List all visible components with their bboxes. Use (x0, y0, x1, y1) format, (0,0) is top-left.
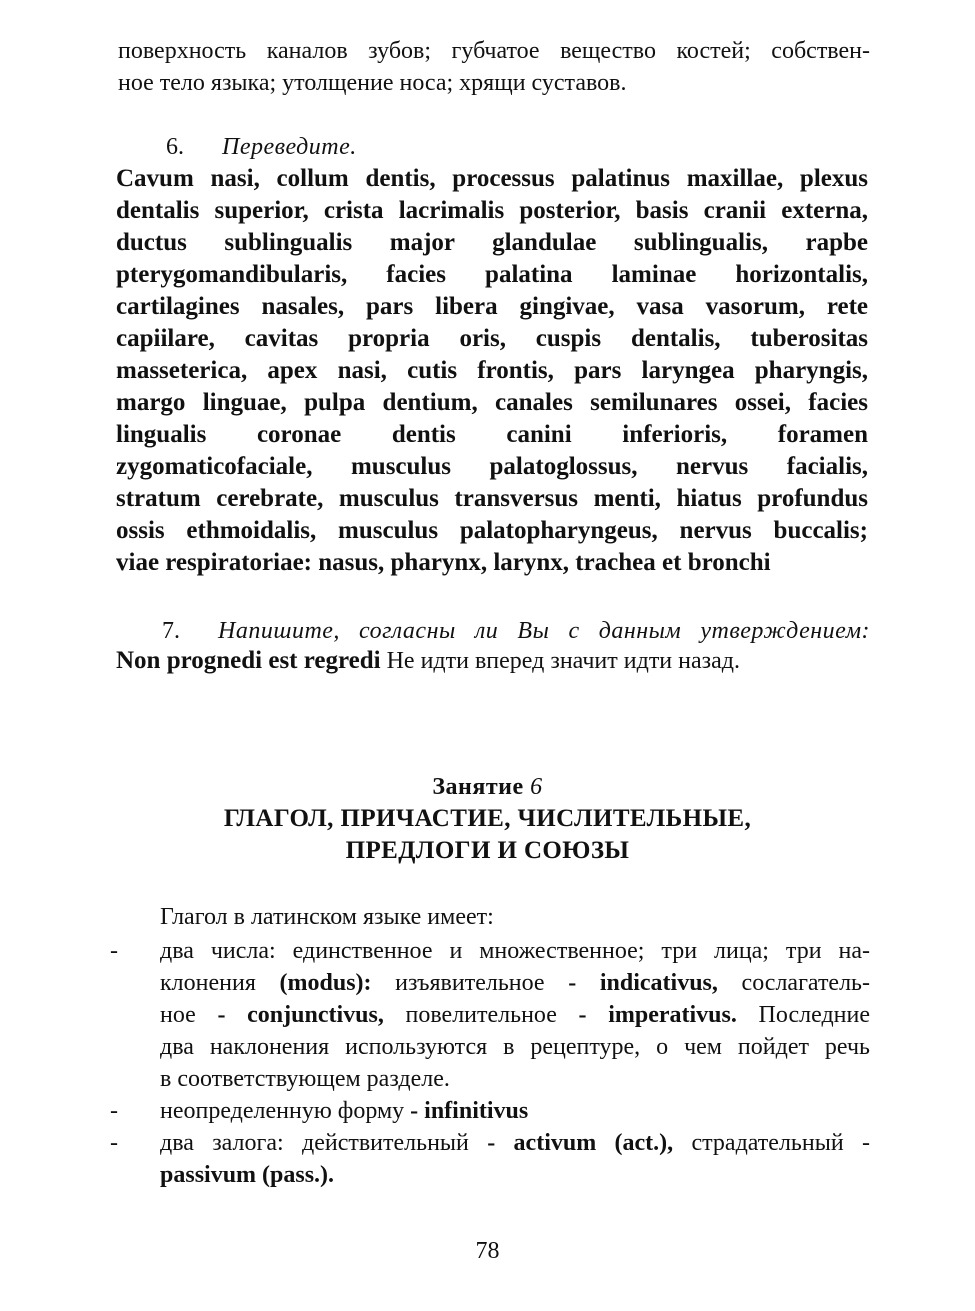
text-line: в соответствующем разделе. (160, 1066, 450, 1092)
latin-line: margo linguae, pulpa dentium, canales semilunares ossei, facies (116, 389, 868, 416)
latin-line: capiilare, cavitas propria oris, cuspis dentalis, tuberositas (116, 325, 868, 352)
verb-features-list (110, 935, 870, 1191)
text-line: клонения (modus): изъявительное - indicativus, сослагатель- (160, 970, 870, 996)
list-dash: - (110, 1098, 118, 1124)
latin-line: dentalis superior, crista lacrimalis posterior, basis cranii externa, (116, 197, 868, 224)
latin-line: stratum cerebrate, musculus transversus menti, hiatus profundus (116, 485, 868, 512)
text-line: ное - conjunctivus, повелительное - imperativus. Последние (160, 1002, 870, 1028)
intro-text: Глагол в латинском языке имеет: (160, 904, 494, 930)
list-item (110, 1127, 870, 1191)
exercise-title: Переведите. (222, 134, 357, 160)
latin-line: lingualis coronae dentis canini inferioris, foramen (116, 421, 868, 448)
paragraph-continued (118, 35, 870, 99)
lesson-heading (0, 771, 975, 867)
latin-terms-block (116, 163, 868, 579)
text-line: поверхность каналов зубов; губчатое вещество костей; собствен- (118, 38, 870, 64)
latin-line: pterygomandibularis, facies palatina laminae horizontalis, (116, 261, 868, 288)
latin-line: zygomaticofaciale, musculus palatoglossus, nervus facialis, (116, 453, 868, 480)
lesson-number: 6 (530, 774, 543, 800)
exercise-title: Напишите, согласны ли Вы с данным утверждением: (218, 618, 870, 644)
latin-line: ossis ethmoidalis, musculus palatopharyngeus, nervus buccalis; (116, 517, 868, 544)
lesson-label: Занятие (432, 774, 524, 800)
text-line: два залога: действительный - activum (act.), страдательный - (160, 1130, 870, 1156)
text-line: ное тело языка; утолщение носа; хрящи суставов. (118, 70, 627, 96)
exercise-7-heading (162, 615, 870, 647)
latin-proverb: Non prognedi est regredi (116, 647, 381, 674)
list-dash: - (110, 1130, 118, 1156)
text-line: два наклонения используются в рецептуре, о чем пойдет речь (160, 1034, 870, 1060)
list-dash: - (110, 938, 118, 964)
latin-line: ductus sublingualis major glandulae sublingualis, rapbe (116, 229, 868, 256)
text-line: неопределенную форму - infinitivus (160, 1098, 529, 1124)
exercise-number: 6. (166, 134, 184, 160)
exercise-6-heading (166, 131, 357, 163)
lesson-title-line2: ПРЕДЛОГИ И СОЮЗЫ (345, 837, 630, 864)
latin-line: masseterica, apex nasi, cutis frontis, pars laryngea pharyngis, (116, 357, 868, 384)
text-line: два числа: единственное и множественное; три лица; три на- (160, 938, 870, 964)
latin-line: cartilagines nasales, pars libera gingivae, vasa vasorum, rete (116, 293, 868, 320)
exercise-number: 7. (162, 618, 180, 644)
exercise-7-body (116, 645, 876, 677)
proverb-translation: Не идти вперед значит идти назад. (380, 648, 740, 674)
latin-line: viae respiratoriae: nasus, pharynx, larynx, trachea et bronchi (116, 549, 771, 576)
latin-line: Cavum nasi, collum dentis, processus palatinus maxillae, plexus (116, 165, 868, 192)
list-item (110, 1095, 870, 1127)
list-item (110, 935, 870, 1095)
lesson-title-line1: ГЛАГОЛ, ПРИЧАСТИЕ, ЧИСЛИТЕЛЬНЫЕ, (223, 805, 752, 832)
page-number: 78 (475, 1238, 500, 1264)
lesson-label-line (0, 771, 975, 803)
text-line: passivum (pass.). (160, 1162, 335, 1188)
